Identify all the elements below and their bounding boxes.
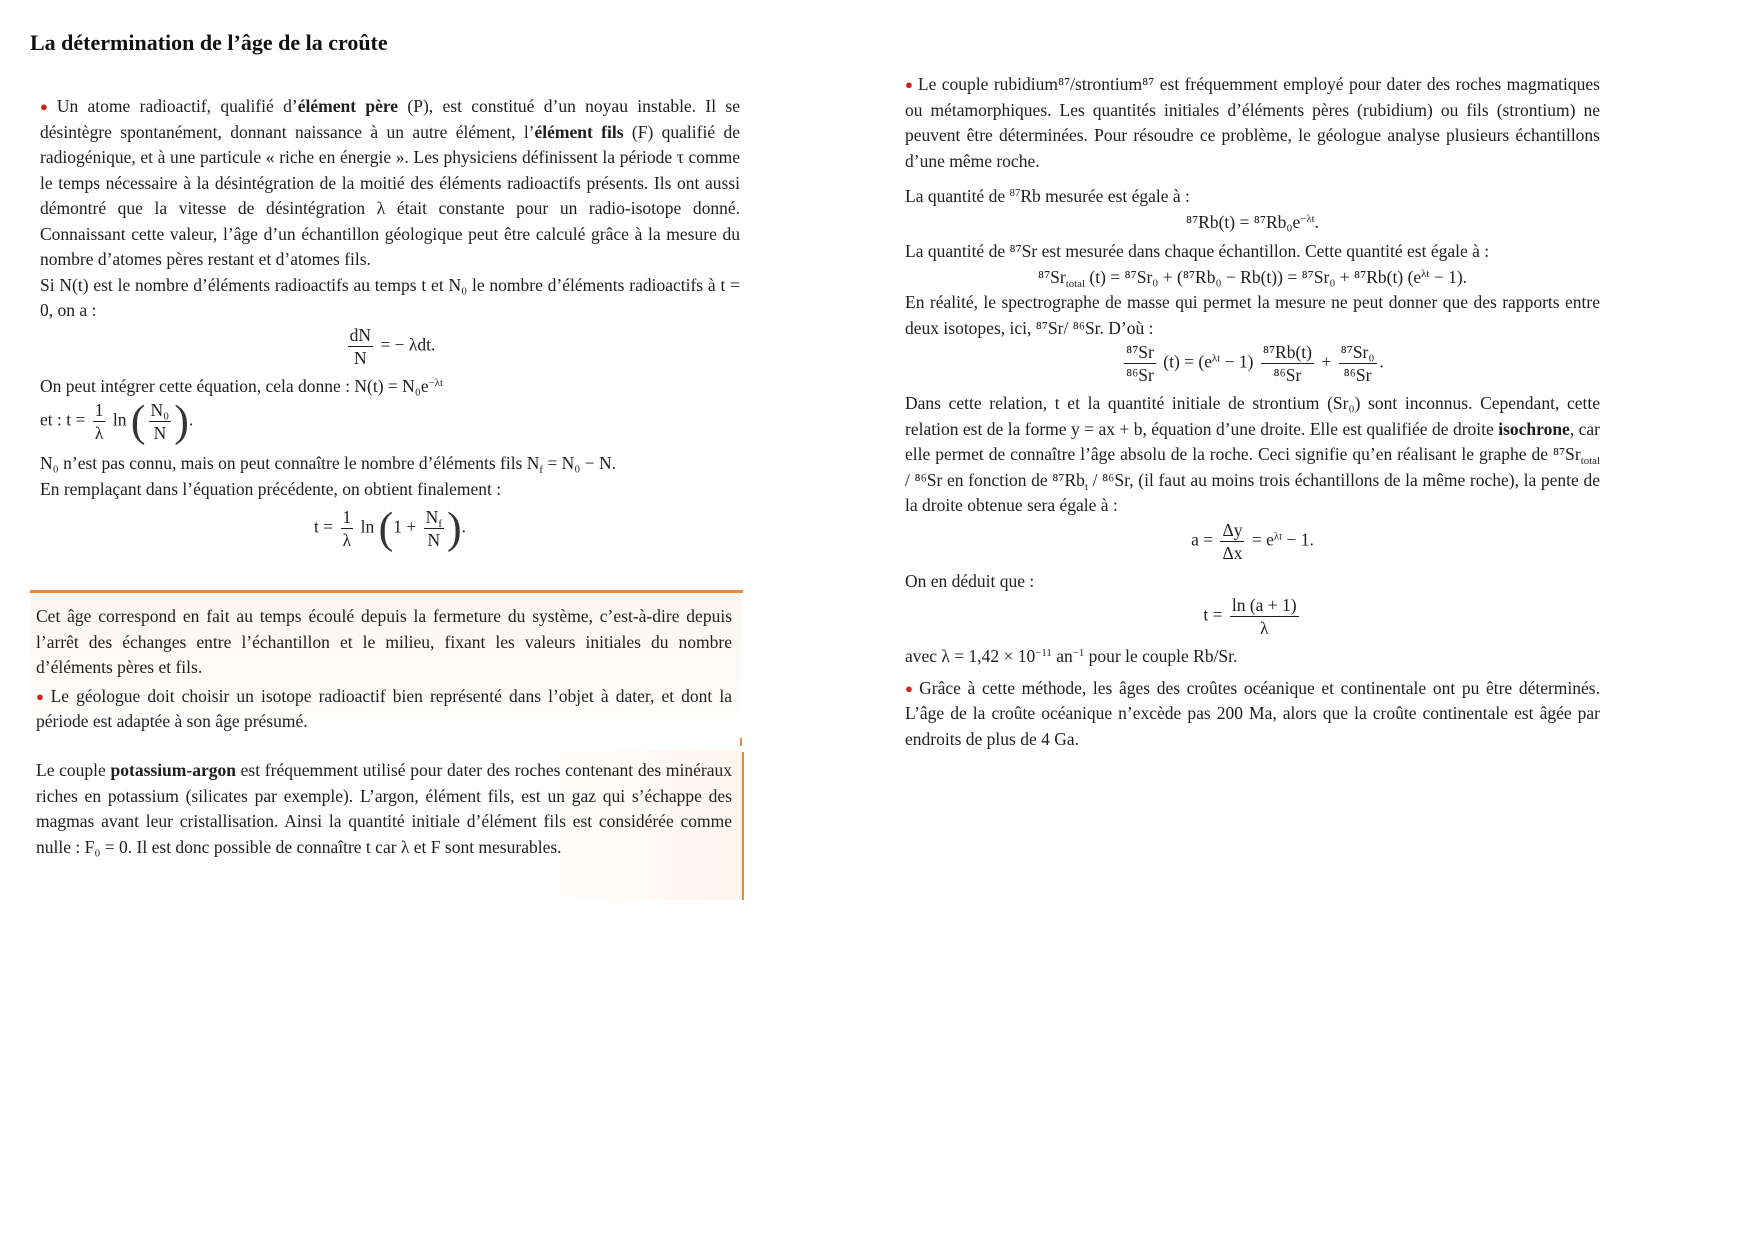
section-side-rule (742, 752, 744, 900)
bullet-icon: ● (40, 99, 53, 114)
paragraph-isochrone: Dans cette relation, t et la quantité initiale de strontium (Sr₀) sont inconnus. Cependant, cette relation est de la forme y = ax + b, équation d’une droite. Elle est qualifiée de droite isochrone, car elle permet de connaître l’âge absolu de la roche. Ceci signifie qu’en réalisant le graphe de $^{87}Sr_{total} / ^{86}Sr$ en fonction de $^{87}Rb_t / ^{86}Sr$, (il faut au moins trois échantillons de la même roche), la pente de la droite obtenue sera égale à : (905, 393, 1600, 515)
paragraph-radioactive-atom: ● Un atome radioactif, qualifié d’élément père (P), est constitué d’un noyau instable. Il se désintègre spontanément, donnant naissance à un autre élément, l’élément fils (F) qualifié de radiogénique, et à une particule « riche en énergie ». Les physiciens définissent la période τ comme le temps nécessaire à la désintégration de la moitié des éléments radioactifs présents. Ils ont aussi démontré que la vitesse de désintégration λ était constante pour un radio-isotope donné. Connaissant cette valeur, l’âge d’un échantillon géologique peut être calculé grâce à la mesure du nombre d’atomes pères restant et d’atomes fils. (40, 96, 740, 269)
bullet-icon: ● (905, 680, 916, 696)
left-column-bottom (36, 758, 732, 860)
equation-age: t = $\frac{\ln (a + 1)}{\lambda}$ (1203, 595, 1297, 638)
paragraph-deduction: On en déduit que : (905, 570, 1035, 591)
paragraph-isotope-choice: ● Le géologue doit choisir un isotope radioactif bien représenté dans l’objet à dater, et dont la période est adaptée à son âge présumé. (36, 685, 733, 731)
section-tick (740, 738, 742, 746)
bullet-icon: ● (905, 77, 914, 92)
paragraph-potassium-argon: Le couple potassium-argon est fréquemment utilisé pour dater des roches contenant des minéraux riches en potassium (silicates par exemple). L’argon, élément fils, est un gaz qui s’échappe des magmas avant leur cristallisation. Ainsi la quantité initiale d’élément fils est considérée comme nulle : F₀ = 0. Il est donc possible de connaître t car λ et F sont mesurables. (36, 760, 732, 857)
section-divider (30, 590, 743, 593)
paragraph-spectrograph: En réalité, le spectrographe de masse qui permet la mesure ne peut donner que des rapports entre deux isotopes, ici, ⁸⁷Sr/ ⁸⁶Sr. D’où : (905, 292, 1600, 338)
left-column-middle (36, 604, 732, 735)
right-column (905, 72, 1600, 752)
equation-rb: $^{87}Rb(t) = ^{87}Rb_0e^{-\lambda t}$. (1185, 211, 1320, 232)
paragraph-closure: Cet âge correspond en fait au temps écoulé depuis la fermeture du système, c’est-à-dire depuis l’arrêt des échanges entre l’échantillon et le milieu, fixant les valeurs initiales du nombre d’éléments pères et fils. (36, 606, 732, 677)
paragraph-crust-ages: ● Grâce à cette méthode, les âges des croûtes océanique et continentale ont pu être déterminés. L’âge de la croûte océanique n’excède pas 200 Ma, alors que la croûte continentale est âgée par endroits de plus de 4 Ga. (905, 677, 1600, 749)
paragraph-sr-quantity: La quantité de ⁸⁷Sr est mesurée dans chaque échantillon. Cette quantité est égale à : (905, 241, 1490, 261)
paragraph-lambda-value: avec $\lambda = 1,42 \times 10^{-11}$ $an^{-1}$ pour le couple Rb/Sr. (905, 646, 1238, 666)
bullet-icon: ● (36, 688, 47, 704)
paragraph-child-elements: N₀ n’est pas connu, mais on peut connaître le nombre d’éléments fils $N_f = N_0 - N$. (40, 453, 616, 476)
equation-slope: a = $\frac{\Delta y}{\Delta x}$ = $e^{\lambda t} - 1$. (1191, 519, 1314, 563)
paragraph-integration: On peut intégrer cette équation, cela donne : $N(t) = N_0e^{-\lambda t}$ (40, 375, 444, 396)
paragraph-rb-quantity: La quantité de $^{87}$Rb mesurée est égale à : (905, 186, 1190, 206)
equation-differential: $\frac{dN}{N}$ = − λdt. (349, 324, 436, 368)
equation-final-age: t = $\frac{1}{\lambda}$ ln (1 + $\frac{N_f}{N}$ ). (314, 503, 466, 553)
equation-sr-total: $^{87}Sr_{total}$ (t) = ⁸⁷Sr₀ + (⁸⁷Rb₀ − Rb(t)) = ⁸⁷Sr₀ + ⁸⁷Rb(t) $(e^{\lambda t} - 1)$. (1037, 266, 1468, 290)
paragraph-definition-n: Si N(t) est le nombre d’éléments radioactifs au temps t et N₀ le nombre d’éléments radioactifs à t = 0, on a : (40, 274, 740, 320)
paragraph-replacement: En remplaçant dans l’équation précédente, on obtient finalement : (40, 478, 502, 499)
page-title: La détermination de l’âge de la croûte (30, 30, 388, 55)
equation-isotope-ratio: $\frac{\text{⁸⁷Sr}}{\text{⁸⁶Sr}}$ $(t) = (e^{\lambda t} - 1)$ $\frac{\text{⁸⁷Rb(t)}}{\text{⁸⁶Sr}}$ + $\frac{\text{⁸⁷Sr₀}}{\text{⁸⁶Sr}}$ . (1126, 342, 1384, 385)
equation-t-log: et : t = $\frac{1}{\lambda}$ ln ( $\frac{\text{N₀}}{N}$ ). (40, 396, 194, 446)
left-column-top (40, 94, 740, 562)
paragraph-rubidium-strontium: ● Le couple rubidium⁸⁷/strontium⁸⁷ est fréquemment employé pour dater des roches magmatiques ou métamorphiques. Les quantités initiales d’éléments pères (rubidium) ou fils (strontium) ne peuvent être déterminées. Pour résoudre ce problème, le géologue analyse plusieurs échantillons d’une même roche. (905, 74, 1600, 171)
